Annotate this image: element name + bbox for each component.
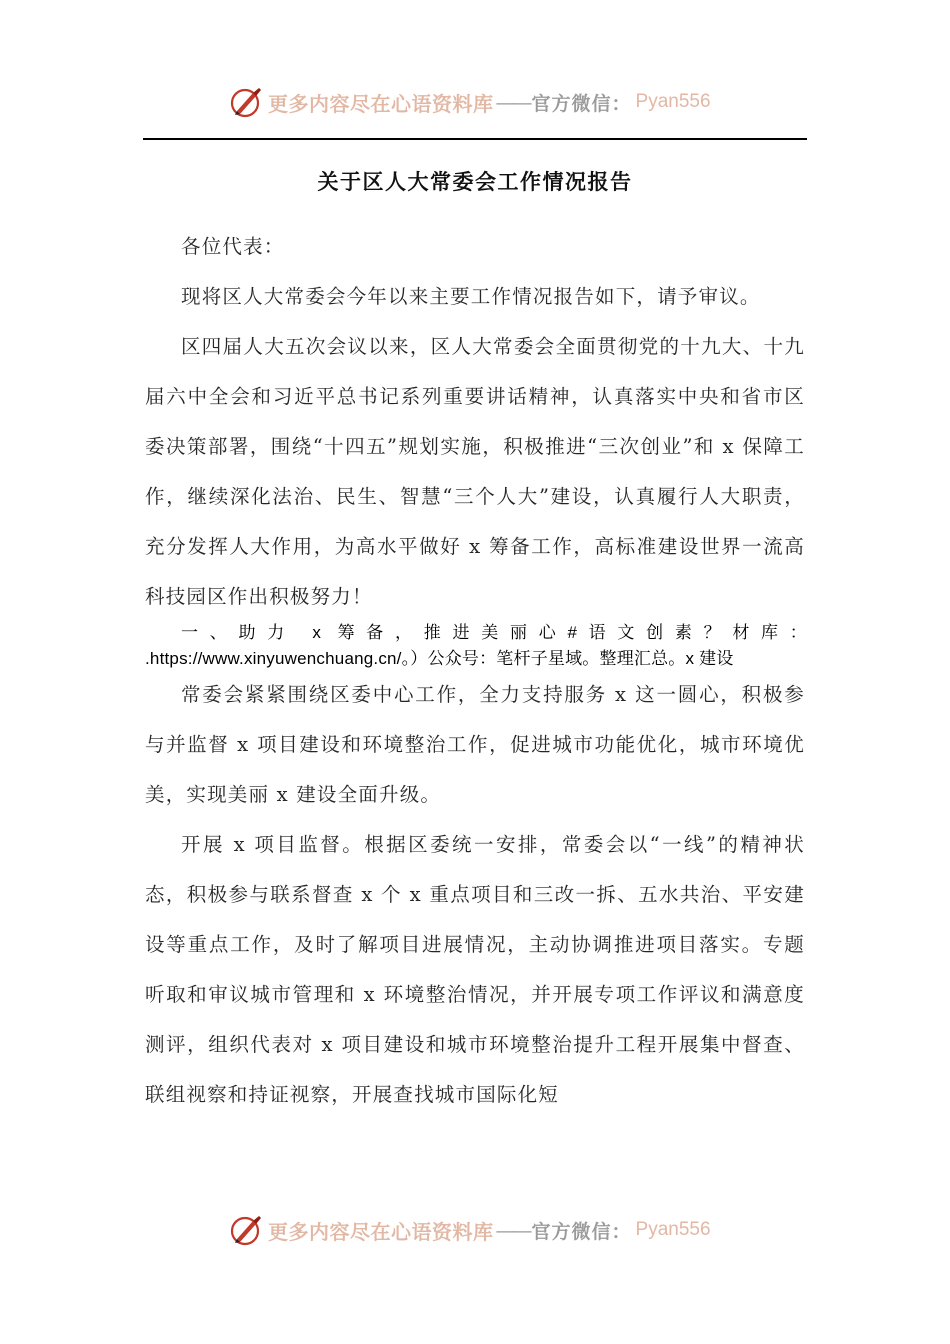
pen-logo-icon <box>228 1212 264 1248</box>
banner-library-text: 更多内容尽在心语资料库 <box>268 1219 494 1244</box>
salutation: 各位代表： <box>181 235 285 258</box>
section-heading: 一、助力 x 筹备，推进美丽心#语文创素？材库： .https://www.xinyuwenchuang.cn/。）公众号：笔杆子星域。整理汇总。x 建设 <box>145 623 807 668</box>
banner-account-id: Pyan556 <box>635 91 711 112</box>
pen-logo-icon <box>228 84 264 120</box>
banner-account-id: Pyan556 <box>635 1219 711 1240</box>
banner-dash: —— <box>495 1218 530 1242</box>
header-banner <box>0 80 950 124</box>
header-divider <box>143 138 807 140</box>
intro-paragraph: 现将区人大常委会今年以来主要工作情况报告如下，请予审议。 <box>181 285 761 308</box>
footer-banner <box>0 1208 950 1252</box>
body-paragraph-2: 常委会紧紧围绕区委中心工作，全力支持服务 x 这一圆心，积极参与并监督 x 项目建设和环境整治工作，促进城市功能优化，城市环境优美，实现美丽 x 建设全面升级。 <box>145 683 805 806</box>
banner-official-label: 官方微信： <box>531 92 632 115</box>
banner-dash: —— <box>495 90 530 114</box>
body-paragraph-1: 区四届人大五次会议以来，区人大常委会全面贯彻党的十九大、十九届六中全会和习近平总书记系列重要讲话精神，认真落实中央和省市区委决策部署，围绕“十四五”规划实施，积极推进“三次创业”和 x 保障工作，继续深化法治、民生、智慧“三个人大”建设，认真履行人大职责，充分发挥人大作用，为高水平做好 x 筹备工作，高标准建设世界一流高科技园区作出积极努力！ <box>145 335 805 608</box>
body-paragraph-3: 开展 x 项目监督。根据区委统一安排，常委会以“一线”的精神状态，积极参与联系督查 x 个 x 重点项目和三改一拆、五水共治、平安建设等重点工作，及时了解项目进展情况，主动协调推进项目落实。专题听取和审议城市管理和 x 环境整治情况，并开展专项工作评议和满意度测评，组织代表对 x 项目建设和城市环境整治提升工程开展集中督查、联组视察和持证视察，开展查找城市国际化短 <box>145 833 805 1106</box>
document-title: 关于区人大常委会工作情况报告 <box>317 170 633 194</box>
banner-official-label: 官方微信： <box>531 1220 632 1243</box>
banner-library-text: 更多内容尽在心语资料库 <box>268 91 494 116</box>
